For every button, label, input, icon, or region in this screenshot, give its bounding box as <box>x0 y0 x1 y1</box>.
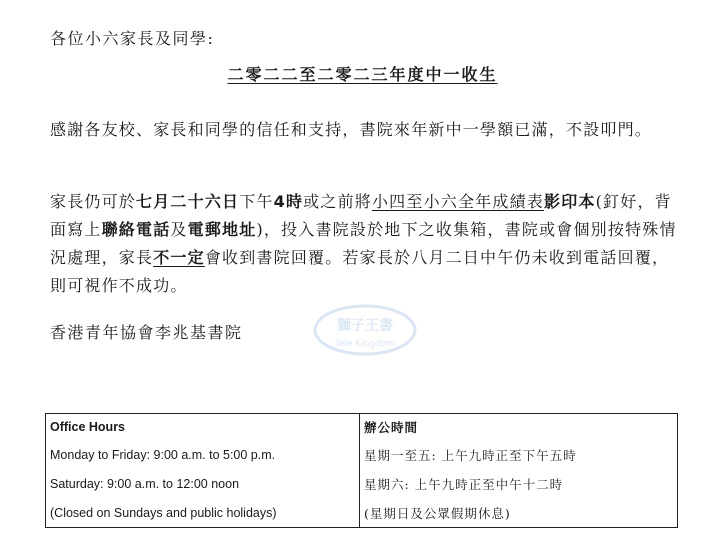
notice-title <box>0 62 725 85</box>
deadline-date: 七月二十六日 <box>136 192 240 211</box>
table-row <box>46 498 678 528</box>
email-address-text: 電郵地址 <box>187 220 257 239</box>
para2-text-3: 或之前將 <box>303 192 372 211</box>
table-row <box>46 469 678 498</box>
office-hours-table <box>45 413 678 528</box>
saturday-hours-en: Saturday: 9:00 a.m. to 12:00 noon <box>46 469 360 498</box>
saturday-hours-zh: 星期六: 上午九時正至中午十二時 <box>360 469 678 498</box>
closed-note-en: (Closed on Sundays and public holidays) <box>46 498 360 528</box>
office-hours-header-en: Office Hours <box>46 414 360 441</box>
para2-text-2: 下午 <box>239 192 274 211</box>
watermark-logo <box>310 300 420 360</box>
photocopy-text: 影印本 <box>544 192 596 211</box>
office-hours-header-zh: 辦公時間 <box>360 414 678 441</box>
not-necessarily-text: 不一定 <box>153 248 205 267</box>
weekday-hours-en: Monday to Friday: 9:00 a.m. to 5:00 p.m. <box>46 440 360 469</box>
watermark-en: Tele Kingdom <box>334 339 396 349</box>
greeting: 各位小六家長及同學: <box>50 29 215 48</box>
paragraph-thanks: 感謝各友校、家長和同學的信任和支持，書院來年新中一學額已滿，不設叩門。 <box>50 120 653 139</box>
para2-text-7: 會收到書院回覆。若家長於八月二日中午仍未收到電話回覆，則可視作不成功。 <box>50 248 670 295</box>
notice-title-text: 二零二二至二零二三年度中一收生 <box>227 65 498 84</box>
contact-phone-text: 聯絡電話 <box>101 220 171 239</box>
watermark-zh: 獅子王書 <box>337 318 393 334</box>
closed-note-zh: (星期日及公眾假期休息) <box>360 498 678 528</box>
school-signature: 香港青年協會李兆基書院 <box>50 323 243 342</box>
para2-text-5: 及 <box>170 220 188 239</box>
weekday-hours-zh: 星期一至五: 上午九時正至下午五時 <box>360 440 678 469</box>
para2-text-1: 家長仍可於 <box>50 192 137 211</box>
paragraph-instructions <box>50 188 680 300</box>
para2-text-4: (釘好，背面寫上 <box>50 192 672 239</box>
deadline-time: 4時 <box>273 192 304 211</box>
table-row <box>46 440 678 469</box>
table-row <box>46 414 678 441</box>
report-card-text: 小四至小六全年成績表 <box>371 192 544 211</box>
para2-text-6: )，投入書院設於地下之收集箱，書院或會個別按特殊情況處理，家長 <box>50 220 677 267</box>
